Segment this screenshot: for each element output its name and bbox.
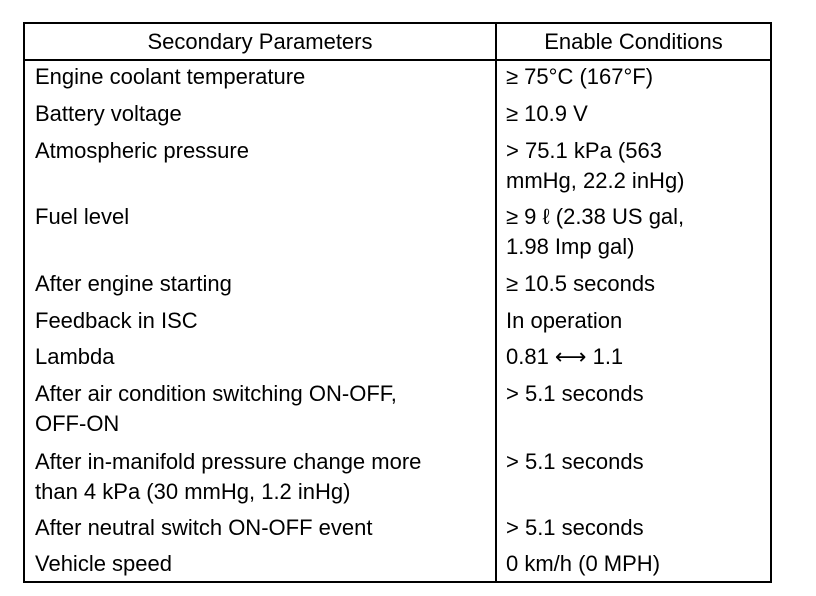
table-cell-parameter: After in-manifold pressure change more than 4 kPa (30 mmHg, 1.2 inHg) (35, 449, 422, 504)
table-cell-parameter: Lambda (35, 344, 115, 369)
table-cell-parameter: After engine starting (35, 271, 232, 296)
column-divider (495, 24, 497, 581)
table-cell-condition: > 5.1 seconds (506, 515, 644, 540)
table-cell-condition: ≥ 10.9 V (506, 101, 588, 126)
table-cell-parameter: After neutral switch ON-OFF event (35, 515, 373, 540)
header-enable-conditions: Enable Conditions (544, 29, 723, 54)
table-cell-condition: In operation (506, 308, 623, 333)
parameters-table (23, 22, 772, 583)
table-cell-condition: > 75.1 kPa (563 mmHg, 22.2 inHg) (506, 138, 685, 193)
table-cell-parameter: Fuel level (35, 204, 130, 229)
table-cell-parameter: Atmospheric pressure (35, 138, 249, 163)
table-cell-parameter: After air condition switching ON-OFF, OFF-ON (35, 381, 397, 436)
table-cell-condition: ≥ 75°C (167°F) (506, 64, 654, 89)
table-cell-condition: ≥ 10.5 seconds (506, 271, 656, 296)
table-cell-condition: 0.81 ⟷ 1.1 (506, 344, 624, 369)
table-cell-condition: 0 km/h (0 MPH) (506, 551, 661, 576)
table-cell-condition: ≥ 9 ℓ (2.38 US gal, 1.98 Imp gal) (506, 204, 685, 259)
table-cell-condition: > 5.1 seconds (506, 381, 644, 406)
table-cell-parameter: Vehicle speed (35, 551, 172, 576)
header-secondary-parameters: Secondary Parameters (147, 29, 373, 54)
table-cell-parameter: Engine coolant temperature (35, 64, 306, 89)
header-divider (25, 59, 770, 61)
table-cell-parameter: Feedback in ISC (35, 308, 198, 333)
table-cell-parameter: Battery voltage (35, 101, 182, 126)
table-cell-condition: > 5.1 seconds (506, 449, 644, 474)
